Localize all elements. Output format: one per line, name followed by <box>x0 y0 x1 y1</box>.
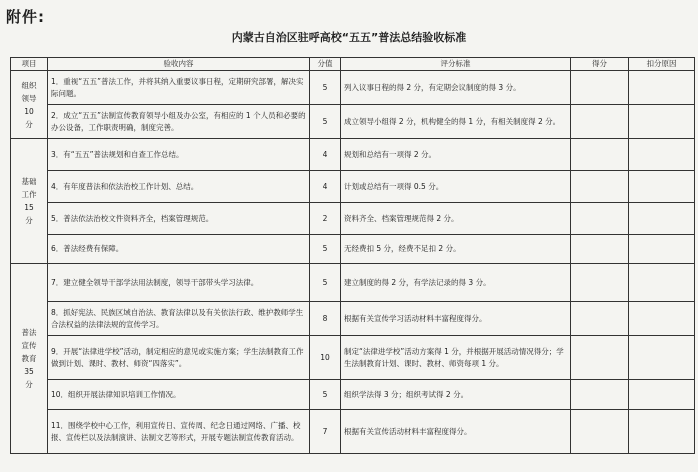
content-cell: 2．成立“五五”法制宣传教育领导小组及办公室，有相应的 1 个人员和必要的办公设备，工作职责明确，制度完善。 <box>48 105 310 139</box>
score-cell: 7 <box>310 410 341 454</box>
deduction-cell[interactable] <box>629 105 695 139</box>
category-cell <box>11 71 48 139</box>
deduction-cell[interactable] <box>629 71 695 105</box>
content-cell: 3．有“五五”普法规划和自查工作总结。 <box>48 139 310 171</box>
table-row <box>11 264 695 302</box>
score-cell: 5 <box>310 105 341 139</box>
score-cell: 10 <box>310 336 341 380</box>
content-cell: 9．开展“法律进学校”活动，制定相应的意见或实施方案；学生法制教育工作做到计划、课时、教材、师资“四落实”。 <box>48 336 310 380</box>
content-cell: 1．重视“五五”普法工作，并将其纳入重要议事日程，定期研究部署，解决实际问题。 <box>48 71 310 105</box>
score-cell: 5 <box>310 235 341 264</box>
points-cell[interactable] <box>571 235 629 264</box>
header-criteria: 评分标准 <box>341 58 571 71</box>
content-cell: 5．普法依法治校文件资料齐全，档案管理规范。 <box>48 203 310 235</box>
table-row <box>11 380 695 410</box>
score-cell: 5 <box>310 264 341 302</box>
deduction-cell[interactable] <box>629 171 695 203</box>
criteria-cell: 组织学法得 3 分；组织考试得 2 分。 <box>341 380 571 410</box>
table-row <box>11 235 695 264</box>
score-cell: 5 <box>310 380 341 410</box>
attachment-label: 附件: <box>6 8 45 26</box>
criteria-cell: 成立领导小组得 2 分，机构健全的得 1 分，有相关制度得 2 分。 <box>341 105 571 139</box>
header-score: 分值 <box>310 58 341 71</box>
table-row <box>11 302 695 336</box>
category-label: 普法 宣传 教育 35 分 <box>21 328 37 389</box>
category-label: 组织 领导 10 分 <box>21 80 37 129</box>
deduction-cell[interactable] <box>629 235 695 264</box>
acceptance-standards-table <box>10 57 695 454</box>
criteria-cell: 建立制度的得 2 分，有学法记录的得 3 分。 <box>341 264 571 302</box>
deduction-cell[interactable] <box>629 203 695 235</box>
table-header-row <box>11 58 695 71</box>
category-label: 基础 工作 15 分 <box>21 177 37 225</box>
deduction-cell[interactable] <box>629 380 695 410</box>
table-row <box>11 105 695 139</box>
header-content: 验收内容 <box>48 58 310 71</box>
document-title: 内蒙古自治区驻呼高校“五五”普法总结验收标准 <box>231 31 467 44</box>
header-category: 项目 <box>11 58 48 71</box>
deduction-cell[interactable] <box>629 139 695 171</box>
table-row <box>11 171 695 203</box>
content-cell: 10．组织开展法律知识培训工作情况。 <box>48 380 310 410</box>
criteria-cell: 资料齐全、档案管理规范得 2 分。 <box>341 203 571 235</box>
table-row <box>11 410 695 454</box>
content-cell: 4．有年度普法和依法治校工作计划、总结。 <box>48 171 310 203</box>
content-cell: 11．围绕学校中心工作，利用宣传日、宣传周、纪念日通过网络、广播、校报、宣传栏以及法制演讲、法制文艺等形式，开展专题法制宣传教育活动。 <box>48 410 310 454</box>
criteria-cell: 规划和总结有一项得 2 分。 <box>341 139 571 171</box>
table-row <box>11 336 695 380</box>
points-cell[interactable] <box>571 105 629 139</box>
content-cell: 8．抓好宪法、民族区域自治法、教育法律以及有关依法行政、维护教师学生合法权益的法律法规的宣传学习。 <box>48 302 310 336</box>
category-cell <box>11 139 48 264</box>
score-cell: 4 <box>310 171 341 203</box>
criteria-cell: 制定“法律进学校”活动方案得 1 分，并根据开展活动情况得分；学生法制教育计划、课时、教材、师资每项 1 分。 <box>341 336 571 380</box>
points-cell[interactable] <box>571 203 629 235</box>
score-cell: 8 <box>310 302 341 336</box>
criteria-cell: 计划或总结有一项得 0.5 分。 <box>341 171 571 203</box>
header-deduction: 扣分原因 <box>629 58 695 71</box>
score-cell: 4 <box>310 139 341 171</box>
points-cell[interactable] <box>571 336 629 380</box>
criteria-cell: 根据有关宣传学习活动材料丰富程度得分。 <box>341 302 571 336</box>
table-row <box>11 139 695 171</box>
points-cell[interactable] <box>571 171 629 203</box>
content-cell: 6．普法经费有保障。 <box>48 235 310 264</box>
category-cell <box>11 264 48 454</box>
points-cell[interactable] <box>571 410 629 454</box>
criteria-cell: 列入议事日程的得 2 分，有定期会议制度的得 3 分。 <box>341 71 571 105</box>
table-row <box>11 203 695 235</box>
deduction-cell[interactable] <box>629 302 695 336</box>
points-cell[interactable] <box>571 264 629 302</box>
score-cell: 5 <box>310 71 341 105</box>
points-cell[interactable] <box>571 380 629 410</box>
score-cell: 2 <box>310 203 341 235</box>
deduction-cell[interactable] <box>629 264 695 302</box>
points-cell[interactable] <box>571 302 629 336</box>
deduction-cell[interactable] <box>629 336 695 380</box>
table-row <box>11 71 695 105</box>
content-cell: 7．建立健全领导干部学法用法制度，领导干部带头学习法律。 <box>48 264 310 302</box>
deduction-cell[interactable] <box>629 410 695 454</box>
header-points: 得分 <box>571 58 629 71</box>
criteria-cell: 根据有关宣传活动材料丰富程度得分。 <box>341 410 571 454</box>
criteria-cell: 无经费扣 5 分，经费不足扣 2 分。 <box>341 235 571 264</box>
points-cell[interactable] <box>571 71 629 105</box>
points-cell[interactable] <box>571 139 629 171</box>
